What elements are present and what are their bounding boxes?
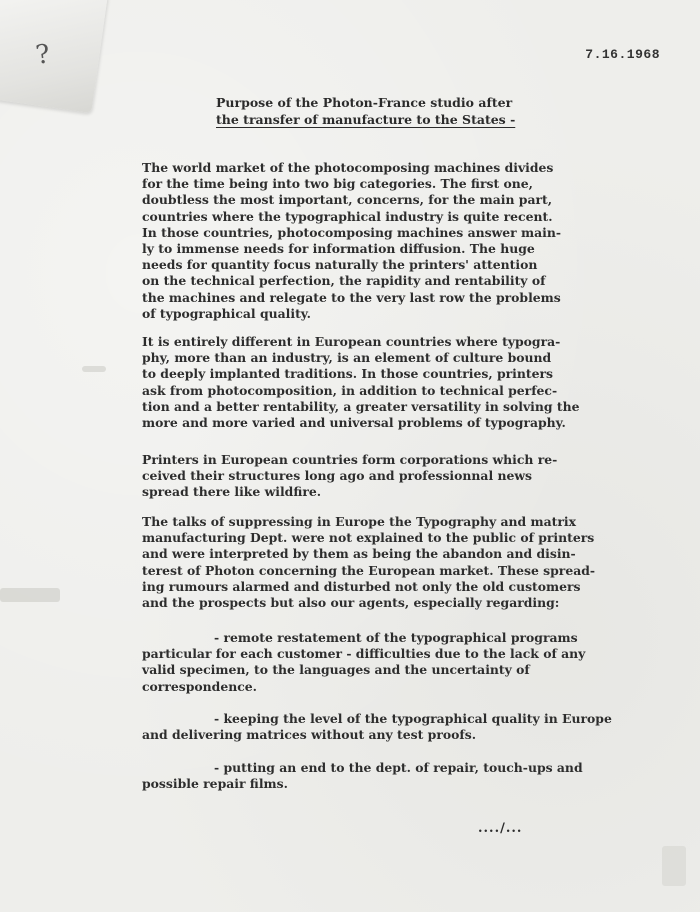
smudge-left bbox=[0, 588, 60, 602]
paragraph-printers-corporations: Printers in European countries form corporations which re- ceived their structures long ago and professionnal news spread there like wildfire. bbox=[142, 452, 558, 500]
title-line-2: the transfer of manufacture to the States - bbox=[216, 112, 516, 127]
handwritten-mark: ? bbox=[33, 39, 52, 71]
document-title bbox=[216, 94, 515, 128]
bullet-repair-dept: - putting an end to the dept. of repair, touch-ups and possible repair films. bbox=[142, 760, 583, 792]
smudge-bottom-right bbox=[662, 846, 686, 886]
paragraph-european-countries: It is entirely different in European countries where typogra- phy, more than an industry, is an element of culture bound to deeply implanted traditions. In those countries, printers ask from photocomposition, in addition to technical perfec- tion and a better rentability, a greater versatility in solving the more and more varied and universal problems of typography. bbox=[142, 334, 580, 431]
tape-corner bbox=[0, 0, 108, 113]
continuation-mark: ..../... bbox=[478, 821, 523, 836]
smudge-mark bbox=[82, 366, 106, 372]
bullet-typographical-quality: - keeping the level of the typographical quality in Europe and delivering matrices without any test proofs. bbox=[142, 711, 612, 743]
paragraph-suppression-talks: The talks of suppressing in Europe the Typography and matrix manufacturing Dept. were not explained to the public of printers and were interpreted by them as being the abandon and disin- terest of Photon concerning the European market. These spread- ing rumours alarmed and disturbed not only the old customers and the prospects but also our agents, especially regarding: bbox=[142, 514, 596, 611]
title-line-1: Purpose of the Photon-France studio after bbox=[216, 95, 513, 110]
paragraph-world-market: The world market of the photocomposing machines divides for the time being into two big categories. The first one, doubtless the most important, concerns, for the main part, countries where the typographical industry is quite recent. In those countries, photocomposing machines answer main- ly to immense needs for information diffusion. The huge needs for quantity focus naturally the printers' attention on the technical perfection, the rapidity and rentability of the machines and relegate to the very last row the problems of typographical quality. bbox=[142, 160, 561, 321]
document-date: 7.16.1968 bbox=[585, 47, 660, 62]
bullet-remote-restatement: - remote restatement of the typographical programs particular for each customer - difficulties due to the lack of any valid specimen, to the languages and the uncertainty of correspondence. bbox=[142, 630, 586, 694]
